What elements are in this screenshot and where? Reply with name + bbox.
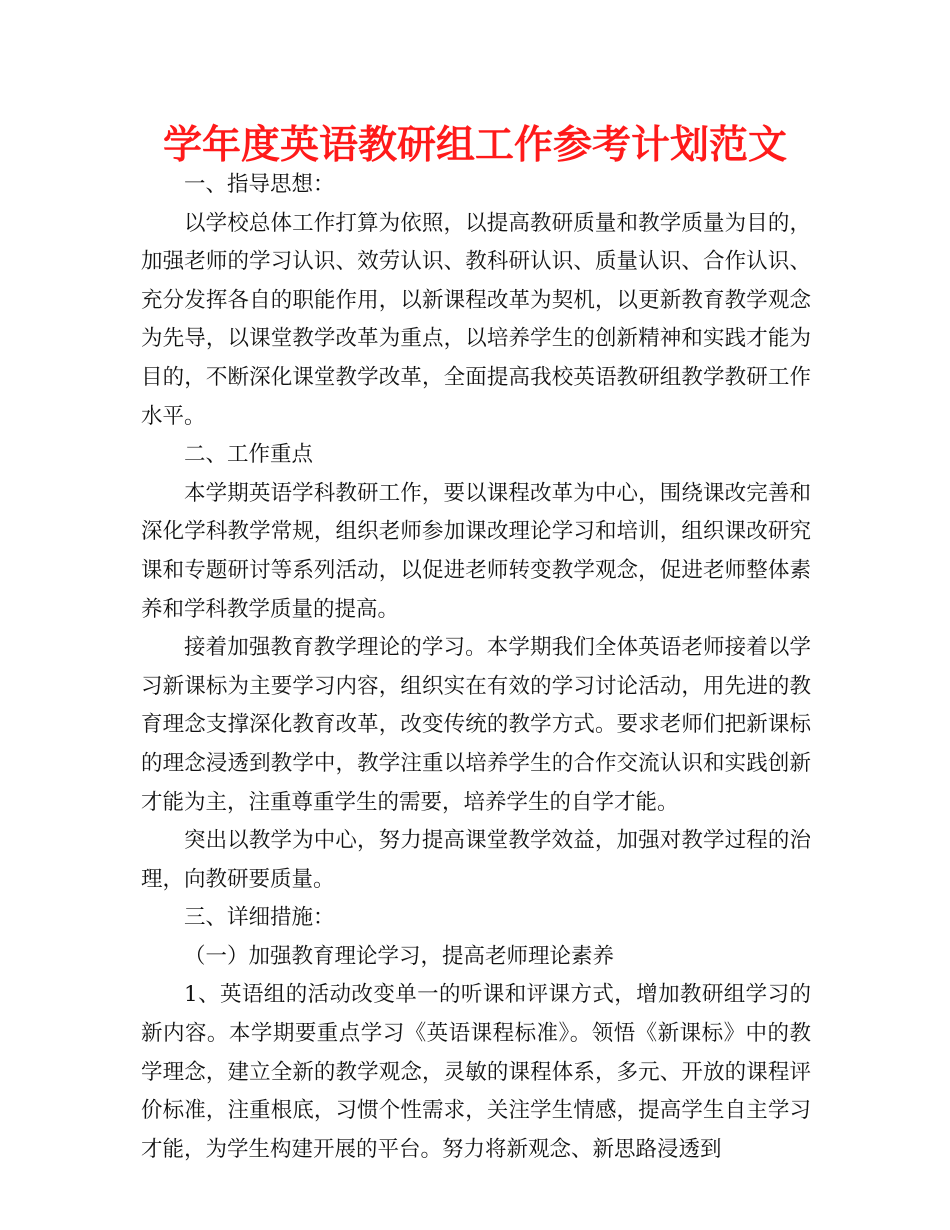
section-heading-work-focus: 二、工作重点 — [184, 442, 314, 468]
section-heading-measures: 三、详细措施： — [184, 905, 335, 931]
document-body — [141, 166, 811, 1169]
paragraph-teaching-center: 突出以教学为中心，努力提高课堂教学效益，加强对教学过程的治理，向教研要质量。 — [141, 828, 811, 892]
paragraph-theory-study: 接着加强教育教学理论的学习。本学期我们全体英语老师接着以学习新课标为主要学习内容，组织实在有效的学习讨论活动，用先进的教育理念支撑深化教育改革，改变传统的教学方式。要求老师们把新课标的理念浸透到教学中，教学注重以培养学生的合作交流认识和实践创新才能为主，注重尊重学生的需要，培养学生的自学才能。 — [141, 635, 811, 815]
subsection-heading-theory: （一）加强教育理论学习，提高老师理论素养 — [184, 943, 615, 969]
paragraph-measure-1: 1、英语组的活动改变单一的听课和评课方式，增加教研组学习的新内容。本学期要重点学习《英语课程标准》。领悟《新课标》中的教学理念，建立全新的教学观念，灵敏的课程体系，多元、开放的课程评价标准，注重根底，习惯个性需求，关注学生情感，提高学生自主学习才能，为学生构建开展的平台。努力将新观念、新思路浸透到 — [141, 982, 811, 1162]
paragraph-guiding-thought: 以学校总体工作打算为依照，以提高教研质量和教学质量为目的，加强老师的学习认识、效劳认识、教科研认识、质量认识、合作认识、充分发挥各自的职能作用，以新课程改革为契机，以更新教育教学观念为先导，以课堂教学改革为重点，以培养学生的创新精神和实践才能为目的，不断深化课堂教学改革，全面提高我校英语教研组教学教研工作水平。 — [141, 210, 811, 429]
document-title: 学年度英语教研组工作参考计划范文 — [162, 123, 787, 168]
paragraph-work-focus: 本学期英语学科教研工作，要以课程改革为中心，围绕课改完善和深化学科教学常规，组织老师参加课改理论学习和培训，组织课改研究课和专题研讨等系列活动，以促进老师转变教学观念，促进老师整体素养和学科教学质量的提高。 — [141, 480, 811, 622]
section-heading-guiding-thought: 一、指导思想： — [184, 172, 335, 197]
